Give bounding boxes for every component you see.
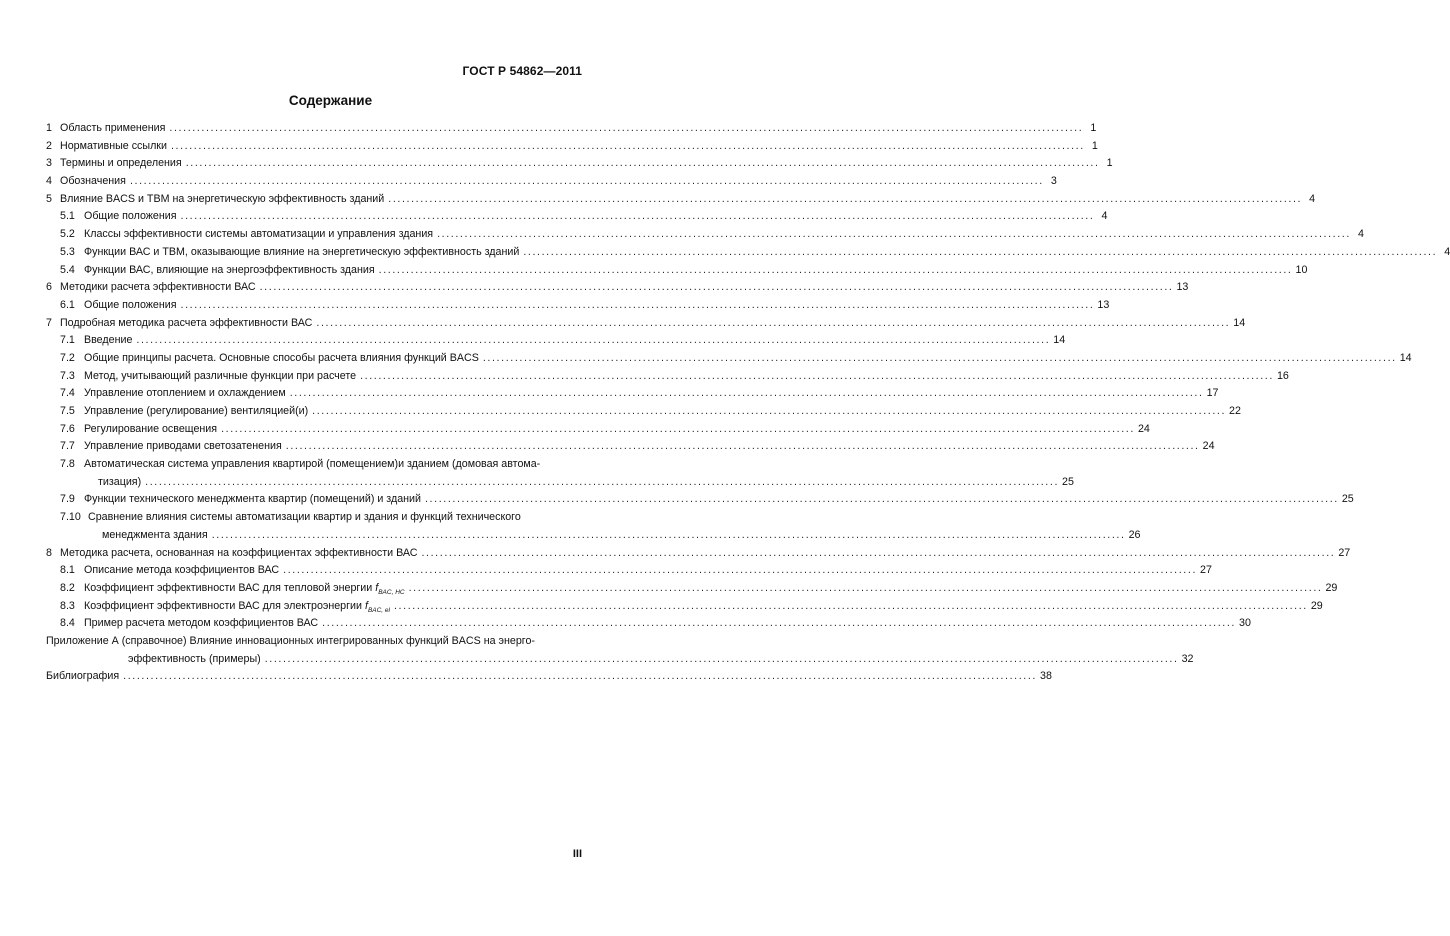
toc-entry-number: 6.1 bbox=[60, 298, 75, 311]
toc-entry-page: 14 bbox=[1233, 316, 1246, 329]
leader-dots: ........................................................................................................................................................................................................ bbox=[136, 334, 1051, 347]
toc-entry-number: 8.4 bbox=[60, 617, 75, 630]
toc-entry-appendix[interactable] bbox=[46, 633, 1194, 668]
toc-entry-title: Влияние BACS и ТВМ на энергетическую эффективность зданий bbox=[60, 192, 385, 205]
toc-entry-page: 30 bbox=[1239, 617, 1251, 630]
toc-entry-page: 1 bbox=[1106, 157, 1113, 170]
toc-entry[interactable] bbox=[46, 279, 1189, 297]
toc-entry[interactable] bbox=[46, 350, 1412, 368]
formula-subscript: BAC, HC bbox=[378, 589, 405, 597]
leader-dots: ........................................................................................................................................................................................................ bbox=[145, 475, 1060, 488]
toc-entry-title: Автоматическая система управления квартирой (помещением)и зданием (домовая автома- bbox=[84, 458, 541, 471]
toc-entry-number: 7.3 bbox=[60, 369, 75, 382]
table-of-contents bbox=[46, 120, 1450, 686]
toc-entry-page: 4 bbox=[1358, 228, 1364, 241]
toc-entry-title: Нормативные ссылки bbox=[60, 139, 167, 152]
toc-entry-number: 5.2 bbox=[60, 228, 75, 241]
toc-entry[interactable] bbox=[46, 562, 1212, 580]
toc-entry[interactable] bbox=[46, 226, 1364, 244]
leader-dots: ........................................................................................................................................................................................................ bbox=[316, 316, 1231, 329]
toc-entry-title: Управление отоплением и охлаждением bbox=[84, 387, 286, 400]
toc-entry[interactable] bbox=[46, 615, 1251, 633]
toc-entry-number: 7.2 bbox=[60, 351, 75, 364]
toc-entry-title: Управление (регулирование) вентиляцией(и) bbox=[84, 405, 309, 417]
toc-entry[interactable] bbox=[46, 155, 1113, 173]
toc-entry[interactable] bbox=[46, 545, 1351, 563]
toc-entry-number: 7.8 bbox=[60, 458, 75, 471]
toc-entry-number: 7.5 bbox=[60, 405, 75, 417]
toc-entry[interactable] bbox=[46, 598, 1323, 616]
toc-entry-page: 26 bbox=[1128, 528, 1141, 541]
toc-entry[interactable] bbox=[46, 438, 1215, 456]
toc-entry-page: 24 bbox=[1137, 422, 1150, 435]
toc-entry-page: 24 bbox=[1202, 440, 1215, 453]
toc-entry-page: 4 bbox=[1101, 210, 1108, 223]
toc-entry[interactable] bbox=[46, 456, 1074, 491]
leader-dots: ........................................................................................................................................................................................................ bbox=[170, 139, 1085, 152]
toc-entry-page: 1 bbox=[1090, 122, 1097, 134]
leader-dots: ........................................................................................................................................................................................................ bbox=[437, 228, 1351, 241]
toc-entry-title: Управление приводами светозатенения bbox=[84, 440, 282, 453]
toc-entry-number: 8.2 bbox=[60, 581, 75, 594]
toc-entry-number: 5.3 bbox=[60, 245, 75, 258]
toc-title: Содержание bbox=[288, 93, 373, 108]
toc-entry-title: Введение bbox=[84, 334, 133, 347]
toc-entry[interactable] bbox=[46, 332, 1066, 350]
toc-entry[interactable] bbox=[46, 368, 1289, 386]
toc-entry-page: 29 bbox=[1310, 599, 1323, 612]
formula-symbol: f bbox=[375, 581, 379, 594]
toc-entry-number: 2 bbox=[46, 139, 52, 152]
toc-entry-number: 8.1 bbox=[60, 564, 75, 577]
toc-entry[interactable] bbox=[46, 173, 1057, 191]
toc-entry-title: Функции технического менеджмента квартир (помещений) и зданий bbox=[84, 493, 421, 506]
leader-dots: ........................................................................................................................................................................................................ bbox=[312, 405, 1227, 417]
leader-dots: ........................................................................................................................................................................................................ bbox=[393, 599, 1308, 612]
toc-entry-page: 13 bbox=[1097, 298, 1110, 311]
toc-entry[interactable] bbox=[46, 509, 1141, 544]
toc-entry-title: Общие принципы расчета. Основные способы расчета влияния функций BACS bbox=[84, 351, 479, 364]
toc-entry-page: 22 bbox=[1229, 405, 1241, 417]
leader-dots: ........................................................................................................................................................................................................ bbox=[180, 298, 1095, 311]
leader-dots: ........................................................................................................................................................................................................ bbox=[211, 528, 1126, 541]
leader-dots: ........................................................................................................................................................................................................ bbox=[482, 351, 1397, 364]
toc-entry-title: Подробная методика расчета эффективности ВАС bbox=[60, 316, 313, 329]
toc-entry[interactable] bbox=[46, 315, 1246, 333]
toc-entry-title: Методики расчета эффективности ВАС bbox=[60, 281, 256, 294]
toc-entry-number: 7.9 bbox=[60, 493, 75, 506]
toc-entry-page: 29 bbox=[1325, 581, 1338, 594]
toc-entry-title: Коэффициент эффективности ВАС для тепловой энергии bbox=[84, 581, 373, 594]
toc-entry[interactable] bbox=[46, 297, 1110, 315]
formula-symbol: f bbox=[364, 599, 368, 612]
leader-dots: ........................................................................................................................................................................................................ bbox=[523, 245, 1438, 258]
toc-entry[interactable] bbox=[46, 138, 1098, 156]
leader-dots: ........................................................................................................................................................................................................ bbox=[221, 422, 1135, 435]
toc-entry-page: 10 bbox=[1295, 263, 1308, 276]
toc-entry-page: 4 bbox=[1309, 192, 1316, 205]
leader-dots: ........................................................................................................................................................................................................ bbox=[259, 281, 1174, 294]
toc-entry-title: Сравнение влияния системы автоматизации квартир и здания и функций технического bbox=[88, 511, 521, 524]
toc-entry-title: Общие положения bbox=[84, 210, 177, 223]
toc-entry[interactable] bbox=[46, 491, 1354, 509]
toc-entry-title: Метод, учитывающий различные функции при расчете bbox=[84, 369, 357, 382]
toc-entry-title: Пример расчета методом коэффициентов ВАС bbox=[84, 617, 319, 630]
toc-entry-page: 38 bbox=[1040, 670, 1052, 683]
toc-entry-number: 5 bbox=[46, 192, 52, 205]
leader-dots: ........................................................................................................................................................................................................ bbox=[185, 157, 1100, 170]
leader-dots: ........................................................................................................................................................................................................ bbox=[285, 440, 1200, 453]
toc-entry-page: 27 bbox=[1338, 546, 1351, 559]
toc-entry-page: 16 bbox=[1276, 369, 1289, 382]
toc-entry[interactable] bbox=[46, 262, 1308, 280]
toc-entry-title: Коэффициент эффективности ВАС для электроэнергии bbox=[84, 599, 362, 612]
toc-entry-title: Описание метода коэффициентов ВАС bbox=[84, 564, 280, 577]
leader-dots: ........................................................................................................................................................................................................ bbox=[169, 122, 1084, 134]
toc-entry-page: 1 bbox=[1091, 139, 1098, 152]
toc-entry-number: 5.4 bbox=[60, 263, 75, 276]
toc-entry-number: 7.1 bbox=[60, 334, 75, 347]
leader-dots: ........................................................................................................................................................................................................ bbox=[180, 210, 1095, 223]
leader-dots: ........................................................................................................................................................................................................ bbox=[378, 263, 1293, 276]
toc-entry-title-continued: тизация) bbox=[98, 475, 142, 488]
toc-entry-title-continued: эффективность (примеры) bbox=[128, 652, 261, 665]
toc-entry-title: Регулирование освещения bbox=[84, 422, 218, 435]
toc-entry-number: 3 bbox=[46, 157, 52, 170]
toc-entry-number: 7 bbox=[46, 316, 52, 329]
toc-entry-page: 13 bbox=[1176, 281, 1189, 294]
leader-dots: ........................................................................................................................................................................................................ bbox=[289, 387, 1204, 400]
toc-entry-title: Общие положения bbox=[84, 298, 177, 311]
toc-entry-number: 8.3 bbox=[60, 599, 75, 612]
leader-dots: ........................................................................................................................................................................................................ bbox=[123, 670, 1037, 683]
toc-entry-title-continued: менеджмента здания bbox=[102, 528, 208, 541]
document-id: ГОСТ Р 54862—2011 bbox=[462, 64, 582, 78]
toc-entry-page: 32 bbox=[1181, 652, 1194, 665]
toc-entry-bibliography[interactable] bbox=[46, 668, 1052, 686]
toc-entry-page: 4 bbox=[1444, 245, 1450, 258]
leader-dots: ........................................................................................................................................................................................................ bbox=[424, 493, 1339, 506]
toc-entry-title: Область применения bbox=[60, 122, 166, 134]
toc-entry-number: 5.1 bbox=[60, 210, 75, 223]
toc-entry[interactable] bbox=[46, 403, 1241, 421]
toc-entry-page: 14 bbox=[1399, 351, 1412, 364]
toc-entry-number: 1 bbox=[46, 122, 52, 134]
leader-dots: ........................................................................................................................................................................................................ bbox=[408, 581, 1323, 594]
toc-entry-title: Библиография bbox=[46, 670, 120, 683]
leader-dots: ........................................................................................................................................................................................................ bbox=[421, 546, 1336, 559]
toc-entry[interactable] bbox=[46, 191, 1316, 209]
leader-dots: ........................................................................................................................................................................................................ bbox=[322, 617, 1236, 630]
toc-entry[interactable] bbox=[46, 385, 1219, 403]
toc-entry[interactable] bbox=[46, 580, 1338, 598]
toc-entry[interactable] bbox=[46, 244, 1450, 262]
leader-dots: ........................................................................................................................................................................................................ bbox=[264, 652, 1179, 665]
toc-entry-number: 4 bbox=[46, 175, 52, 188]
leader-dots: ........................................................................................................................................................................................................ bbox=[129, 175, 1044, 188]
leader-dots: ........................................................................................................................................................................................................ bbox=[360, 369, 1274, 382]
toc-entry-title: Функции ВАС, влияющие на энергоэффективность здания bbox=[84, 263, 375, 276]
toc-entry-title: Классы эффективности системы автоматизации и управления здания bbox=[84, 228, 434, 241]
toc-entry-page: 25 bbox=[1062, 475, 1074, 488]
toc-entry-title: Функции ВАС и ТВМ, оказывающие влияние на энергетическую эффективность зданий bbox=[84, 245, 520, 258]
toc-entry-number: 7.7 bbox=[60, 440, 75, 453]
toc-entry-title: Приложение А (справочное) Влияние инновационных интегрированных функций BACS на энерго- bbox=[46, 634, 535, 647]
toc-entry[interactable] bbox=[46, 208, 1108, 226]
toc-entry-page: 14 bbox=[1053, 334, 1066, 347]
leader-dots: ........................................................................................................................................................................................................ bbox=[388, 192, 1303, 205]
toc-entry[interactable] bbox=[46, 120, 1097, 138]
toc-entry-title: Методика расчета, основанная на коэффициентах эффективности ВАС bbox=[60, 546, 418, 559]
leader-dots: ........................................................................................................................................................................................................ bbox=[283, 564, 1198, 577]
page-number: III bbox=[572, 848, 582, 860]
toc-entry-page: 27 bbox=[1200, 564, 1212, 577]
toc-entry-title: Термины и определения bbox=[60, 157, 182, 170]
toc-entry-number: 7.4 bbox=[60, 387, 75, 400]
toc-entry-number: 7.6 bbox=[60, 422, 75, 435]
toc-entry-number: 8 bbox=[46, 546, 52, 559]
formula-subscript: BAC, el bbox=[367, 606, 390, 614]
toc-entry-title: Обозначения bbox=[60, 175, 126, 188]
toc-entry-number: 6 bbox=[46, 281, 52, 294]
toc-entry-page: 17 bbox=[1206, 387, 1219, 400]
toc-entry-page: 25 bbox=[1341, 493, 1354, 506]
toc-entry-number: 7.10 bbox=[60, 511, 81, 524]
toc-entry-page: 3 bbox=[1050, 175, 1057, 188]
toc-entry[interactable] bbox=[46, 421, 1150, 439]
